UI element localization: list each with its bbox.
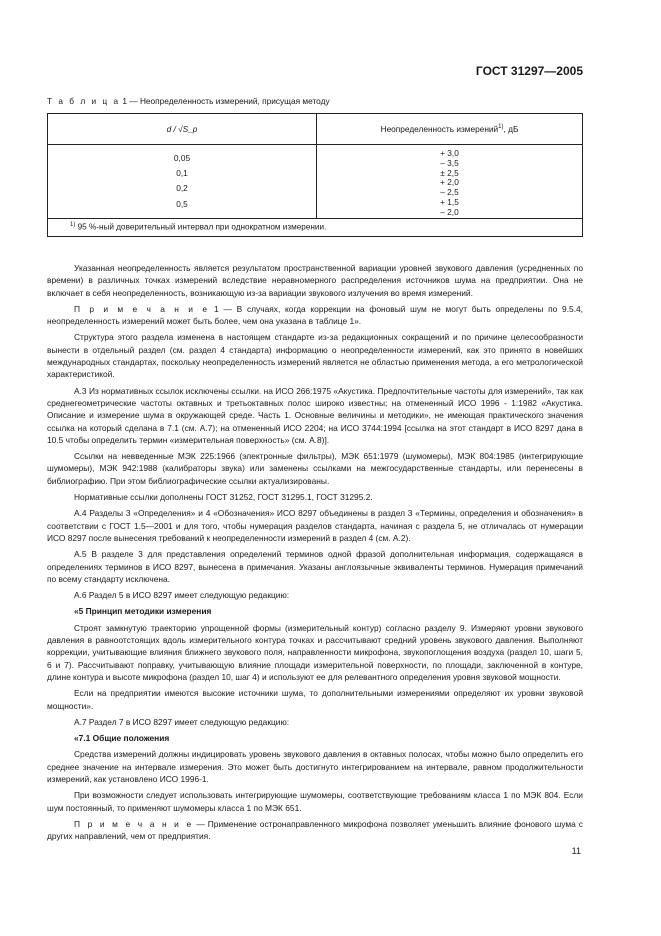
paragraph: Указанная неопределенность является результатом пространственной вариации уровней звукового давления (усредненных по времени) в различных точках измерений вследствие неравномерного распределения источников шума на предприятии. Она не включает в себя неопределенность, возникающую из-за вариации звукового излучения во время измерений.	[47, 263, 583, 298]
table-header-uncertainty	[317, 114, 583, 145]
d-values-cell	[48, 145, 317, 219]
footnote-marker: 1)	[70, 222, 76, 229]
paragraph: Строят замкнутую траекторию упрощенной формы (измерительный контур) согласно разделу 9. Измеряют уровни звукового давления в равноотстоящих вдоль измерительного контура точках и рассчитывают средний уровень звукового давления. Выполняют коррекции, учитывающие влияния ближнего звукового поля, направленности микрофона, звукопоглощения воздуха (раздел 10, шаги 5, 6 и 7). Рассчитывают поправку, учитывающую влияние площади измерительной поверхности, по площади, заключенной в контуре, длине контура и высоте микрофона (раздел 10, шаг 4) и используют ее для релевантного определения уровня звуковой мощности.	[47, 622, 583, 682]
uncertainty-values-cell	[317, 145, 583, 219]
paragraph: А.7 Раздел 7 в ИСО 8297 имеет следующую редакцию:	[74, 716, 290, 727]
d-value: 0,5	[176, 198, 188, 209]
uncertainty-value: + 3,0	[440, 148, 459, 158]
paragraph: А.4 Разделы 3 «Определения» и 4 «Обозначения» ИСО 8297 объединены в раздел 3 «Термины, определения и обозначения» в соответствии с ГОСТ 1.5—2001 и для того, чтобы нумерация разделов стандарта, начиная с раздела 5, не отличалась от нумерации ИСО 8297 после вынесения требований к неопределенности измерений в раздел 4 (см. А.2).	[47, 508, 583, 543]
table-body-row	[48, 145, 583, 219]
paragraph: А.3 Из нормативных ссылок исключены ссылки. на ИСО 266:1975 «Акустика. Предпочтительные частоты для измерений», так как среднегеометрические частоты октавных и третьоктавных полос широко известны; на отмененный ИСО 1996 - 1:1982 «Акустика. Описание и измерение шума в окружающей среде. Часть 1. Основные величины и методики», не имеющая практического значения ссылка на который сделана в 7.1 (см. А.7); на отмененный ИСО 2204; на ИСО 3744:1994 [ссылка на этот стандарт в ИСО 8297 дана в 10.5 чтобы определить термин «измерительная поверхность» (см. А.8)].	[47, 385, 583, 445]
footnote-text: 95 %-ный доверительный интервал при однократном измерении.	[77, 222, 327, 232]
paragraph: Средства измерений должны индицировать уровень звукового давления в октавных полосах, чтобы можно было определить его среднее значение на интервале измерения. Это может быть достигнуто интегрированием на интервале, равном продолжительности измерений, как установлено ИСО 1996-1.	[47, 749, 583, 784]
note-text: — Применение остронаправленного микрофона позволяет уменьшить влияние фонового шума с других направлений, чем от предприятия.	[47, 818, 583, 842]
paragraph: Ссылки на невведенные МЭК 225:1966 (электронные фильтры), МЭК 651:1979 (шумомеры), МЭК 804:1985 (интегрирующие шумомеры), МЭК 942:1988 (калибраторы звука) или заменены ссылками на межгосударственные стандарты, или перенесены в библиографию. При этом библиографические ссылки актуализированы.	[47, 451, 583, 486]
table-header-d-ratio: d / √S_p	[48, 114, 317, 145]
note-label: П р и м е ч а н и е	[74, 303, 210, 314]
paragraph: Если на предприятии имеются высокие источники шума, то дополнительными измерениями определяют их уровни звуковой мощности».	[47, 688, 583, 711]
note-paragraph	[47, 303, 583, 328]
d-value: 0,1	[176, 168, 188, 179]
table-footnote	[48, 218, 583, 236]
quoted-heading: «5 Принцип методики измерения	[74, 606, 212, 617]
uncertainty-table	[47, 113, 583, 237]
table-header-row	[48, 114, 583, 145]
uncertainty-value: – 3,5	[440, 157, 459, 168]
table-footnote-row	[48, 218, 583, 236]
body-text	[47, 262, 583, 846]
note-paragraph	[47, 818, 583, 843]
note-text: 1 — В случаях, когда коррекции на фоновый шум не могут быть определены по 9.5.4, неопределенность измерений может быть более, чем она указана в таблице 1».	[47, 303, 584, 327]
paragraph: Структура этого раздела изменена в настоящем стандарте из-за редакционных сокращений и по причине целесообразности вынести в отдельный раздел (см. раздел 4 стандарта) информацию о неопределенности измерений, как это принято в новейших международных стандартах, поскольку неопределенность измерений является не областью применения метода, а его метрологической характеристикой.	[47, 332, 583, 380]
paragraph: Нормативные ссылки дополнены ГОСТ 31252, ГОСТ 31295.1, ГОСТ 31295.2.	[74, 492, 373, 503]
uncertainty-value: ± 2,5	[440, 167, 459, 178]
quoted-heading: «7.1 Общие положения	[74, 733, 170, 744]
uncertainty-value: – 2,5	[440, 187, 459, 198]
standard-designation: ГОСТ 31297—2005	[475, 64, 583, 78]
uncertainty-value: + 2,0	[440, 177, 459, 188]
header-uncertainty-footnote-ref: 1)	[498, 124, 504, 131]
paragraph: При возможности следует использовать интегрирующие шумомеры, соответствующие требованиям класса 1 по МЭК 804. Если шум постоянный, то применяют шумомеры класса 1 по МЭК 651.	[47, 790, 583, 813]
header-uncertainty-label: Неопределенность измерений	[380, 124, 499, 134]
page-number: 11	[571, 846, 581, 856]
d-value: 0,05	[173, 153, 191, 163]
note-label: П р и м е ч а н и е	[74, 818, 194, 829]
table-caption-label: Т а б л и ц а	[47, 96, 121, 106]
paragraph: А.5 В разделе 3 для представления определений терминов одной фразой дополнительная информация, содержащаяся в определениях терминов в ИСО 8297, вынесена в примечания. Указаны англоязычные эквиваленты терминов. Нумерация примечаний по всему стандарту исключена.	[47, 549, 583, 584]
uncertainty-value: + 1,5	[440, 196, 459, 207]
paragraph: А.6 Раздел 5 в ИСО 8297 имеет следующую редакцию:	[74, 590, 290, 601]
table-caption-text: 1 — Неопределенность измерений, присущая методу	[122, 96, 330, 106]
uncertainty-value: – 2,0	[440, 206, 459, 217]
d-value: 0,2	[176, 183, 188, 194]
header-uncertainty-unit: , дБ	[503, 124, 519, 134]
table-caption	[47, 96, 330, 106]
